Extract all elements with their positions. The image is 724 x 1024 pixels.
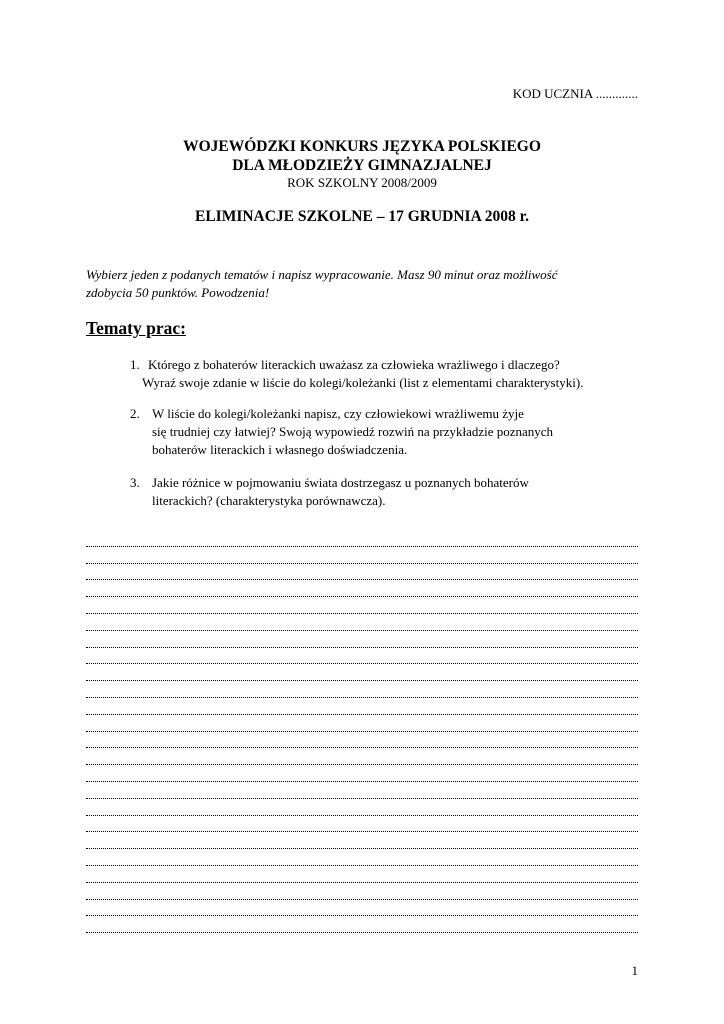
answer-line[interactable] bbox=[86, 748, 638, 765]
topic-number: 1. bbox=[130, 357, 140, 372]
competition-title-line2: DLA MŁODZIEŻY GIMNAZJALNEJ bbox=[232, 157, 492, 174]
instructions-line2: zdobycia 50 punktów. Powodzenia! bbox=[86, 285, 270, 300]
instructions bbox=[86, 266, 646, 302]
answer-line[interactable] bbox=[86, 849, 638, 866]
topic-text-line: W liście do kolegi/koleżanki napisz, czy człowiekowi wrażliwemu żyje bbox=[152, 406, 524, 421]
school-year: ROK SZKOLNY 2008/2009 bbox=[287, 175, 437, 190]
answer-line[interactable] bbox=[86, 530, 638, 547]
answer-line[interactable] bbox=[86, 816, 638, 833]
competition-title-line1: WOJEWÓDZKI KONKURS JĘZYKA POLSKIEGO bbox=[183, 138, 541, 155]
answer-line[interactable] bbox=[86, 866, 638, 883]
answer-line[interactable] bbox=[86, 765, 638, 782]
student-code-field: KOD UCZNIA ............. bbox=[512, 86, 638, 101]
answer-line[interactable] bbox=[86, 648, 638, 665]
answer-line[interactable] bbox=[86, 883, 638, 900]
answer-line[interactable] bbox=[86, 681, 638, 698]
topic-text-line: Jakie różnice w pojmowaniu świata dostrzegasz u poznanych bohaterów bbox=[152, 475, 529, 490]
topic-item-2 bbox=[130, 405, 553, 459]
answer-line[interactable] bbox=[86, 698, 638, 715]
document-header bbox=[0, 137, 724, 190]
answer-line[interactable] bbox=[86, 732, 638, 749]
instructions-line1: Wybierz jeden z podanych tematów i napisz wypracowanie. Masz 90 minut oraz możliwość bbox=[86, 267, 558, 282]
answer-line[interactable] bbox=[86, 664, 638, 681]
answer-line[interactable] bbox=[86, 547, 638, 564]
topic-item-3 bbox=[130, 474, 529, 510]
answer-line[interactable] bbox=[86, 564, 638, 581]
answer-area[interactable] bbox=[86, 530, 638, 933]
topic-text-line: się trudniej czy łatwiej? Swoją wypowiedź rozwiń na przykładzie poznanych bbox=[152, 424, 554, 439]
topic-text-line: Którego z bohaterów literackich uważasz za człowieka wrażliwego i dlaczego? bbox=[148, 357, 560, 372]
answer-line[interactable] bbox=[86, 715, 638, 732]
answer-line[interactable] bbox=[86, 916, 638, 933]
topic-text-line: literackich? (charakterystyka porównawcza). bbox=[152, 493, 386, 508]
answer-line[interactable] bbox=[86, 580, 638, 597]
answer-line[interactable] bbox=[86, 614, 638, 631]
topic-text-line: Wyraź swoje zdanie w liście do kolegi/koleżanki (list z elementami charakterystyki). bbox=[142, 375, 584, 390]
answer-line[interactable] bbox=[86, 631, 638, 648]
topic-item-1 bbox=[130, 356, 583, 392]
topic-text-line: bohaterów literackich i własnego doświadczenia. bbox=[152, 442, 408, 457]
answer-line[interactable] bbox=[86, 782, 638, 799]
answer-line[interactable] bbox=[86, 900, 638, 917]
page-number: 1 bbox=[631, 963, 638, 978]
stage-title: ELIMINACJE SZKOLNE – 17 GRUDNIA 2008 r. bbox=[194, 208, 529, 225]
answer-line[interactable] bbox=[86, 799, 638, 816]
answer-line[interactable] bbox=[86, 597, 638, 614]
topics-heading: Tematy prac: bbox=[86, 318, 186, 338]
answer-line[interactable] bbox=[86, 832, 638, 849]
topic-number: 2. bbox=[130, 406, 140, 421]
topic-number: 3. bbox=[130, 475, 140, 490]
